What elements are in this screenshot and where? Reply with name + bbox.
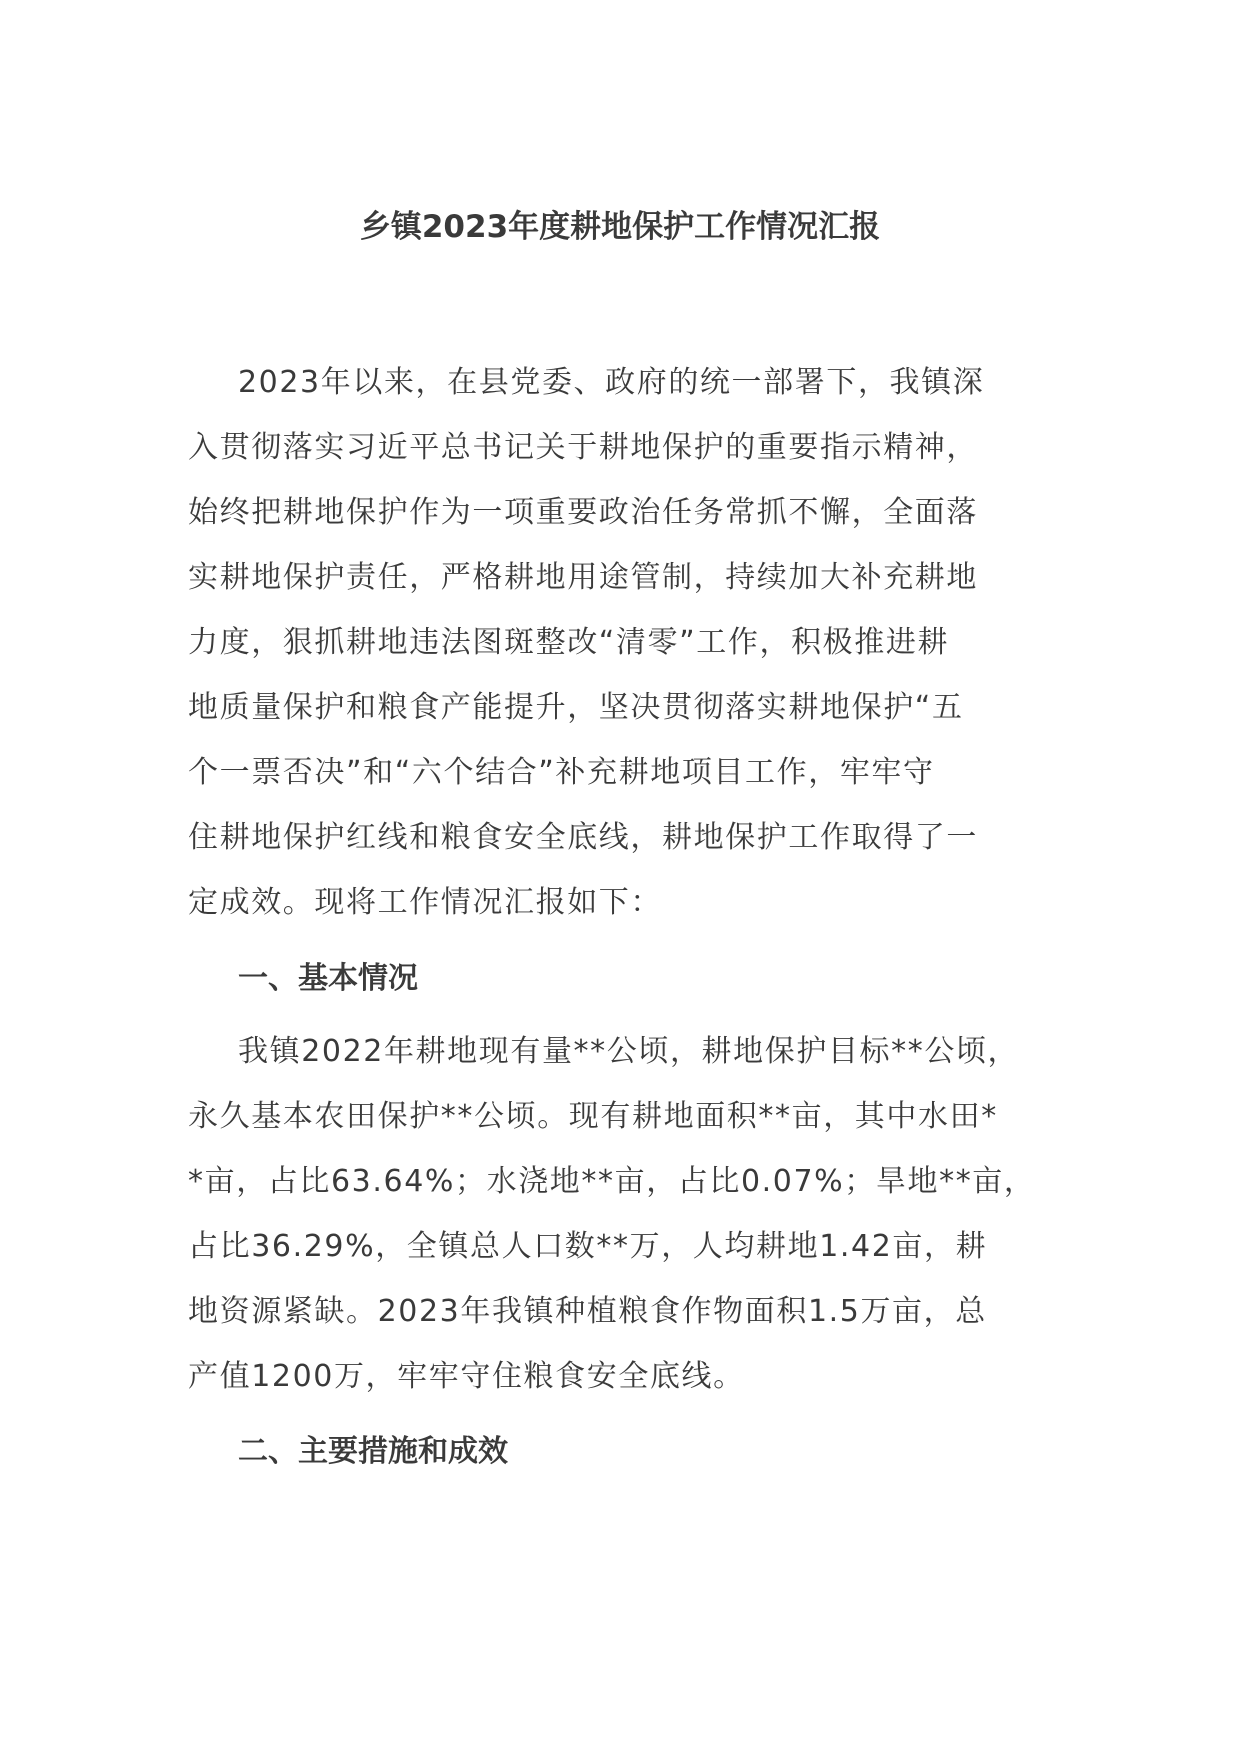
paragraph-line: 永久基本农田保护**公顷。现有耕地面积**亩，其中水田* <box>188 1099 998 1134</box>
paragraph-line: 始终把耕地保护作为一项重要政治任务常抓不懈，全面落 <box>188 495 978 530</box>
paragraph-line: 我镇2022年耕地现有量**公顷，耕地保护目标**公顷， <box>238 1034 1020 1069</box>
paragraph-line: 入贯彻落实习近平总书记关于耕地保护的重要指示精神， <box>188 430 978 465</box>
paragraph-line: 地资源紧缺。2023年我镇种植粮食作物面积1.5万亩，总 <box>188 1294 987 1329</box>
paragraph-line: 个一票否决”和“六个结合”补充耕地项目工作，牢牢守 <box>188 755 935 790</box>
intro-paragraph <box>188 350 1088 935</box>
section-heading-measures: 二、主要措施和成效 <box>238 1434 508 1469</box>
paragraph-line: 占比36.29%，全镇总人口数**万，人均耕地1.42亩，耕 <box>188 1229 988 1264</box>
paragraph-line: 实耕地保护责任，严格耕地用途管制，持续加大补充耕地 <box>188 560 978 595</box>
document-title: 乡镇2023年度耕地保护工作情况汇报 <box>359 209 881 245</box>
section1-paragraph <box>188 1019 1088 1409</box>
section-heading-basic-situation: 一、基本情况 <box>238 961 418 996</box>
paragraph-line: 产值1200万，牢牢守住粮食安全底线。 <box>188 1359 745 1394</box>
paragraph-line: 定成效。现将工作情况汇报如下： <box>188 885 662 920</box>
paragraph-line: 2023年以来，在县党委、政府的统一部署下，我镇深 <box>238 365 985 400</box>
paragraph-line: 住耕地保护红线和粮食安全底线，耕地保护工作取得了一 <box>188 820 978 855</box>
paragraph-line: *亩，占比63.64%；水浇地**亩，占比0.07%；旱地**亩， <box>188 1164 1036 1199</box>
paragraph-line: 地质量保护和粮食产能提升，坚决贯彻落实耕地保护“五 <box>188 690 964 725</box>
paragraph-line: 力度，狠抓耕地违法图斑整改“清零”工作，积极推进耕 <box>188 625 950 660</box>
